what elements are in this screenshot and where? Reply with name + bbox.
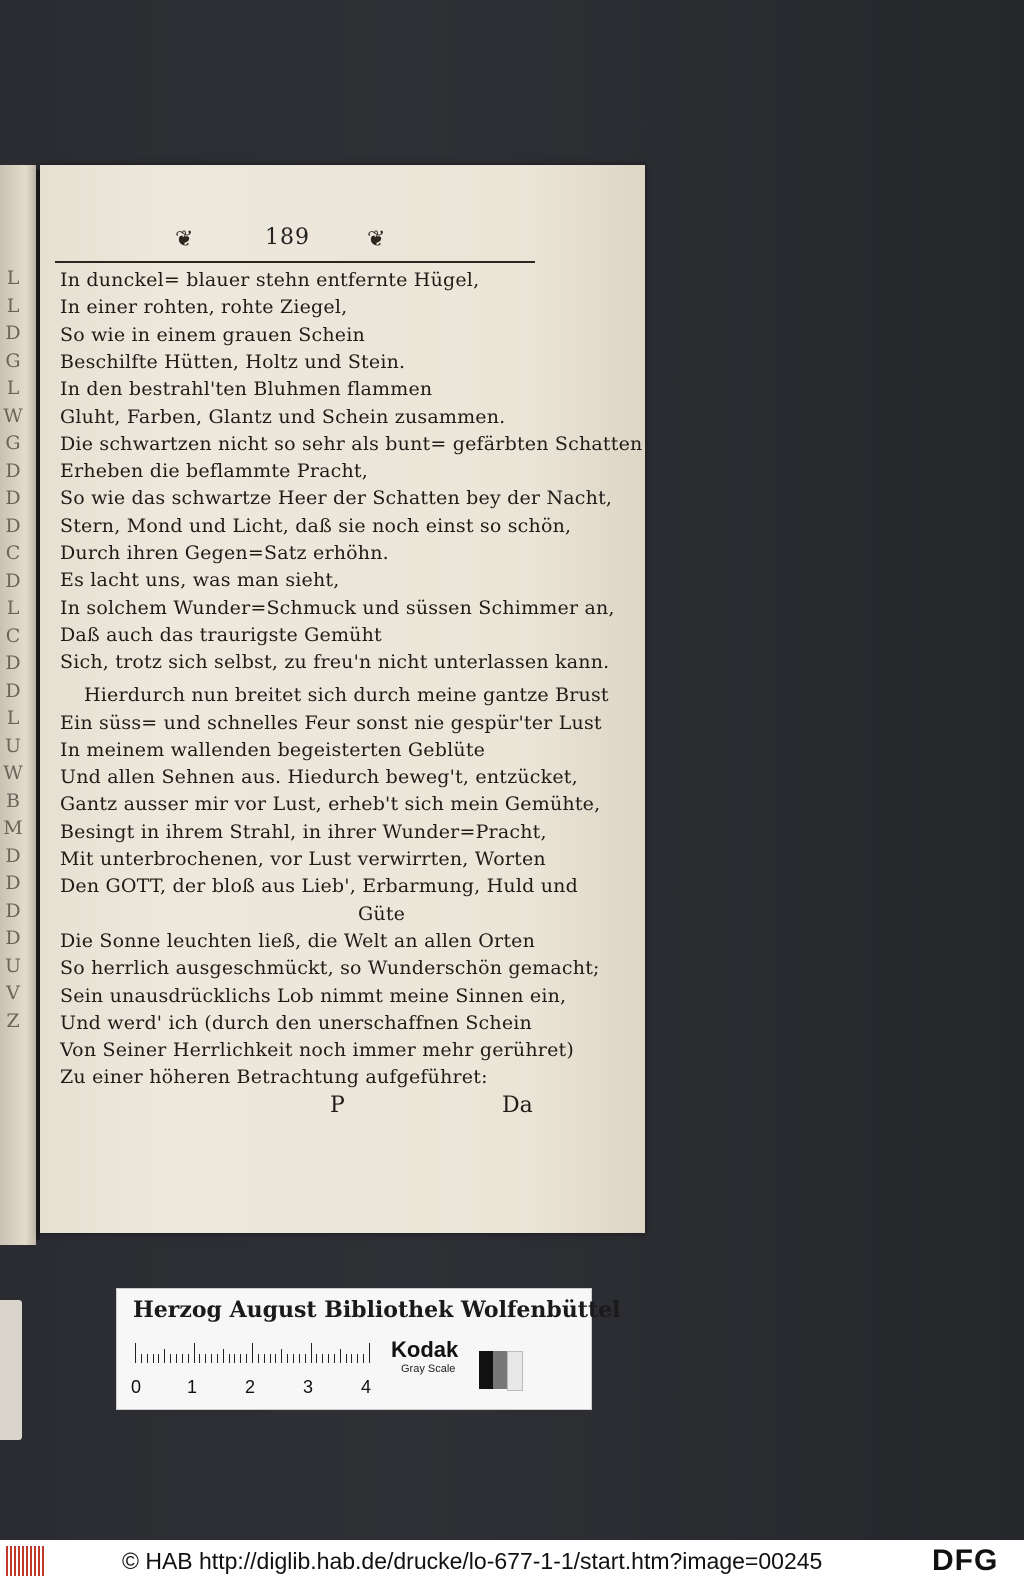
ruler-tick [293,1354,294,1363]
text-line: So wie in einem grauen Schein [60,323,365,346]
text-line: In einer rohten, rohte Ziegel, [60,296,348,319]
text-line: In solchem Wunder=Schmuck und süssen Schimmer an, [60,596,615,619]
prev-page-glyph: D [5,927,21,949]
text-line: Daß auch das traurigste Gemüht [60,623,382,646]
prev-page-glyph: D [5,899,21,922]
gray-scale-label: Gray Scale [401,1363,456,1375]
text-line: Und allen Sehnen aus. Hiedurch beweg't, entzücket, [60,766,578,789]
signature-mark: P [330,1093,345,1118]
barcode-bar [14,1546,16,1576]
ruler-tick [199,1354,200,1363]
ruler-tick [264,1354,265,1363]
ruler-tick [281,1349,282,1363]
prev-page-glyph: L [6,707,20,729]
ruler-tick [346,1354,347,1363]
ruler-tick [176,1354,177,1363]
barcode-bar [6,1546,8,1576]
text-line: Zu einer höheren Betrachtung aufgeführet: [60,1066,488,1089]
text-line: Von Seiner Herrlichkeit noch immer mehr gerühret) [60,1039,574,1062]
ruler-tick [357,1354,358,1363]
scale-number: 0 [131,1377,142,1397]
prev-page-glyph: G [5,349,21,372]
prev-page-glyph: V [6,982,20,1004]
ruler-tick [246,1354,247,1363]
prev-page-glyph: W [3,762,23,784]
barcode-bar [42,1546,44,1576]
prev-page-glyph: Z [6,1009,20,1032]
prev-page-glyph: D [5,569,21,592]
text-line: In dunckel= blauer stehn entfernte Hügel, [60,269,480,291]
ruler-tick [275,1354,276,1363]
ruler-tick [334,1354,335,1363]
ruler-tick [340,1349,341,1363]
ruler-tick [223,1349,224,1363]
page-strip [0,1300,22,1440]
footer-bar [0,1540,1024,1582]
library-name: Herzog August Bibliothek Wolfenbüttel [133,1297,621,1323]
text-line: Güte [358,902,406,925]
barcode-bar [34,1546,36,1576]
ruler-tick [153,1354,154,1363]
ruler-tick [164,1349,165,1363]
prev-page-glyph: B [6,789,20,812]
prev-page-glyph: D [5,487,21,509]
text-line: So wie das schwartze Heer der Schatten bey der Nacht, [60,487,613,510]
prev-page-glyph: D [5,652,21,674]
ruler-tick [188,1354,189,1363]
ruler-tick [135,1343,136,1363]
ruler-tick [270,1354,271,1363]
text-line: So herrlich ausgeschmückt, so Wunderschön gemacht; [60,957,600,980]
kodak-logo: Kodak [391,1337,459,1362]
ruler-tick [351,1354,352,1363]
dfg-logo: DFG [932,1544,999,1577]
text-line: Gluht, Farben, Glantz und Schein zusammen. [60,405,506,428]
prev-page-glyph: L [6,294,20,317]
prev-page-glyph: U [4,954,21,977]
ruler-tick [252,1343,253,1363]
barcode-bar [18,1546,20,1576]
ruler-tick [194,1343,195,1363]
prev-page-glyph: D [5,514,21,537]
header-rule [55,261,535,263]
scale-number: 1 [187,1377,198,1397]
prev-page-glyph: W [3,404,23,427]
catchword: Da [502,1093,533,1118]
ruler-tick [328,1354,329,1363]
scale-number: 4 [361,1377,372,1397]
text-line: Die Sonne leuchten ließ, die Welt an allen Orten [60,929,536,952]
measurement-ruler [135,1343,370,1363]
ruler-tick [258,1354,259,1363]
gray-swatch-black [479,1351,493,1389]
prev-page-glyph: D [5,844,21,867]
ruler-tick [234,1354,235,1363]
prev-page-glyph: D [5,679,21,702]
ruler-tick [322,1354,323,1363]
text-line: Den GOTT, der bloß aus Lieb', Erbarmung, Huld und [60,875,578,898]
barcode-bar [22,1546,24,1576]
prev-page-glyph: L [6,597,20,619]
text-line: Die schwartzen nicht so sehr als bunt= gefärbten Schatten [60,432,643,455]
prev-page-glyph: D [5,459,21,482]
gray-swatch-white [507,1351,523,1391]
barcode-bar [30,1546,32,1576]
ruler-tick [170,1354,171,1363]
text-line: Es lacht uns, was man sieht, [60,569,340,592]
book-page [40,165,645,1233]
ruler-tick [311,1343,312,1363]
text-line: Durch ihren Gegen=Satz erhöhn. [60,542,389,564]
text-line: Beschilfte Hütten, Holtz und Stein. [60,350,406,373]
prev-page-glyph: D [5,322,21,344]
prev-page-glyph: M [3,817,23,839]
text-line: Erheben die beflammte Pracht, [60,460,368,483]
ruler-tick [211,1354,212,1363]
ruler-tick [217,1354,218,1363]
ruler-tick [141,1354,142,1363]
barcode-icon [6,1546,48,1576]
prev-page-glyph: G [5,432,21,454]
text-line: Gantz ausser mir vor Lust, erheb't sich mein Gemühte, [60,793,601,816]
gray-swatch-mid [493,1351,507,1389]
ornament-right-icon: ❦ [367,227,386,252]
text-line: Ein süss= und schnelles Feur sonst nie gespür'ter Lust [60,711,602,734]
ruler-tick [299,1354,300,1363]
prev-page-glyph: C [5,624,21,647]
text-line: Mit unterbrochenen, vor Lust verwirrten, Worten [60,848,546,870]
ornament-left-icon: ❦ [175,227,194,252]
prev-page-glyph: L [6,377,20,399]
text-line: Und werd' ich (durch den unerschaffnen Schein [60,1011,532,1034]
ruler-tick [205,1354,206,1363]
ruler-tick [287,1354,288,1363]
text-line: In meinem wallenden begeisterten Geblüte [60,738,486,761]
scale-number: 3 [303,1377,314,1397]
prev-page-glyph: U [4,734,21,757]
prev-page-glyph: C [5,542,21,564]
barcode-bar [26,1546,28,1576]
scale-number: 2 [245,1377,256,1397]
previous-page-edge [0,165,36,1245]
text-line: In den bestrahl'ten Bluhmen flammen [60,378,433,401]
ruler-tick [229,1354,230,1363]
text-line: Stern, Mond und Licht, daß sie noch einst so schön, [60,514,572,537]
barcode-bar [38,1546,40,1576]
ruler-tick [363,1354,364,1363]
barcode-bar [10,1546,12,1576]
ruler-tick [305,1354,306,1363]
text-line: Hierdurch nun breitet sich durch meine gantze Brust [84,684,609,707]
text-line: Besingt in ihrem Strahl, in ihrer Wunder=Pracht, [60,820,547,843]
ruler-tick [158,1354,159,1363]
ruler-tick [316,1354,317,1363]
ruler-tick [240,1354,241,1363]
text-line: Sein unausdrücklichs Lob nimmt meine Sinnen ein, [60,984,567,1007]
page-header [55,225,575,265]
copyright-link[interactable]: © HAB http://diglib.hab.de/drucke/lo-677-1-1/start.htm?image=00245 [122,1548,823,1574]
prev-page-glyph: D [5,872,21,894]
page-number: 189 [265,225,310,250]
text-line: Sich, trotz sich selbst, zu freu'n nicht unterlassen kann. [60,651,610,674]
ruler-tick [182,1354,183,1363]
color-calibration-card [116,1288,621,1410]
ruler-tick [369,1343,370,1363]
prev-page-glyph: L [6,267,20,289]
ruler-tick [147,1354,148,1363]
